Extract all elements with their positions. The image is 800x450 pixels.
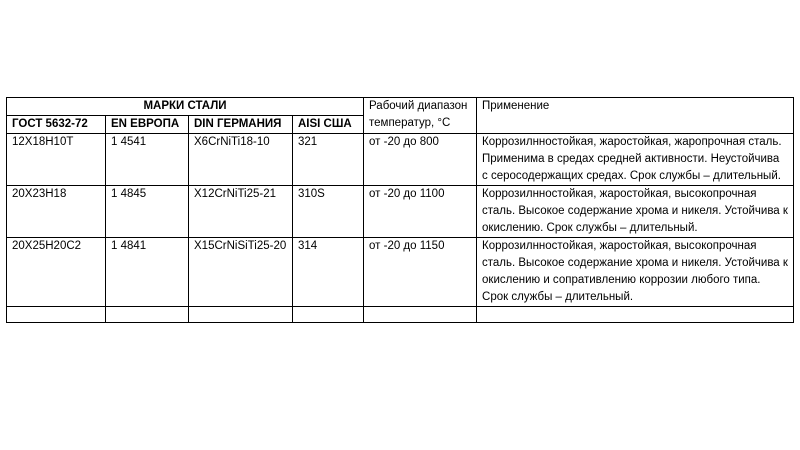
cell-aisi: 321 <box>293 134 364 186</box>
cell-application: Коррозилнностойкая, жаростойкая, высокопрочная сталь. Высокое содержание хрома и никеля. Устойчива к окислению и сопративлению коррозии любого типа. Срок службы – длительный. <box>477 238 794 307</box>
empty-cell <box>364 307 477 323</box>
empty-cell <box>293 307 364 323</box>
cell-en: 1 4845 <box>106 186 189 238</box>
column-header-aisi: AISI США <box>293 116 364 134</box>
steel-grades-header: МАРКИ СТАЛИ <box>7 98 364 116</box>
steel-grades-table <box>6 97 794 323</box>
cell-din: X6CrNiTi18-10 <box>189 134 293 186</box>
table-row <box>7 238 794 307</box>
cell-temperature: от -20 до 1100 <box>364 186 477 238</box>
empty-cell <box>189 307 293 323</box>
column-header-din: DIN ГЕРМАНИЯ <box>189 116 293 134</box>
cell-din: X12CrNiTi25-21 <box>189 186 293 238</box>
cell-temperature: от -20 до 1150 <box>364 238 477 307</box>
cell-gost: 20Х23Н18 <box>7 186 106 238</box>
cell-aisi: 310S <box>293 186 364 238</box>
cell-application: Коррозилнностойкая, жаростойкая, высокопрочная сталь. Высокое содержание хрома и никеля. Устойчива к окислению. Срок службы – длительный. <box>477 186 794 238</box>
column-header-en: EN ЕВРОПА <box>106 116 189 134</box>
cell-gost: 12Х18Н10Т <box>7 134 106 186</box>
table-row <box>7 134 794 186</box>
cell-gost: 20Х25Н20С2 <box>7 238 106 307</box>
cell-en: 1 4541 <box>106 134 189 186</box>
empty-cell <box>106 307 189 323</box>
table-header-row <box>7 98 794 116</box>
application-header: Применение <box>477 98 794 134</box>
cell-application: Коррозилнностойкая, жаростойкая, жаропрочная сталь. Применима в средах средней активности. Неустойчива с серосодержащих средах. Срок службы – длительный. <box>477 134 794 186</box>
table-row <box>7 186 794 238</box>
empty-table-row <box>7 307 794 323</box>
column-header-gost: ГОСТ 5632-72 <box>7 116 106 134</box>
cell-temperature: от -20 до 800 <box>364 134 477 186</box>
cell-en: 1 4841 <box>106 238 189 307</box>
cell-din: X15CrNiSiTi25-20 <box>189 238 293 307</box>
cell-aisi: 314 <box>293 238 364 307</box>
empty-cell <box>477 307 794 323</box>
temperature-range-header: Рабочий диапазон температур, °С <box>364 98 477 134</box>
empty-cell <box>7 307 106 323</box>
